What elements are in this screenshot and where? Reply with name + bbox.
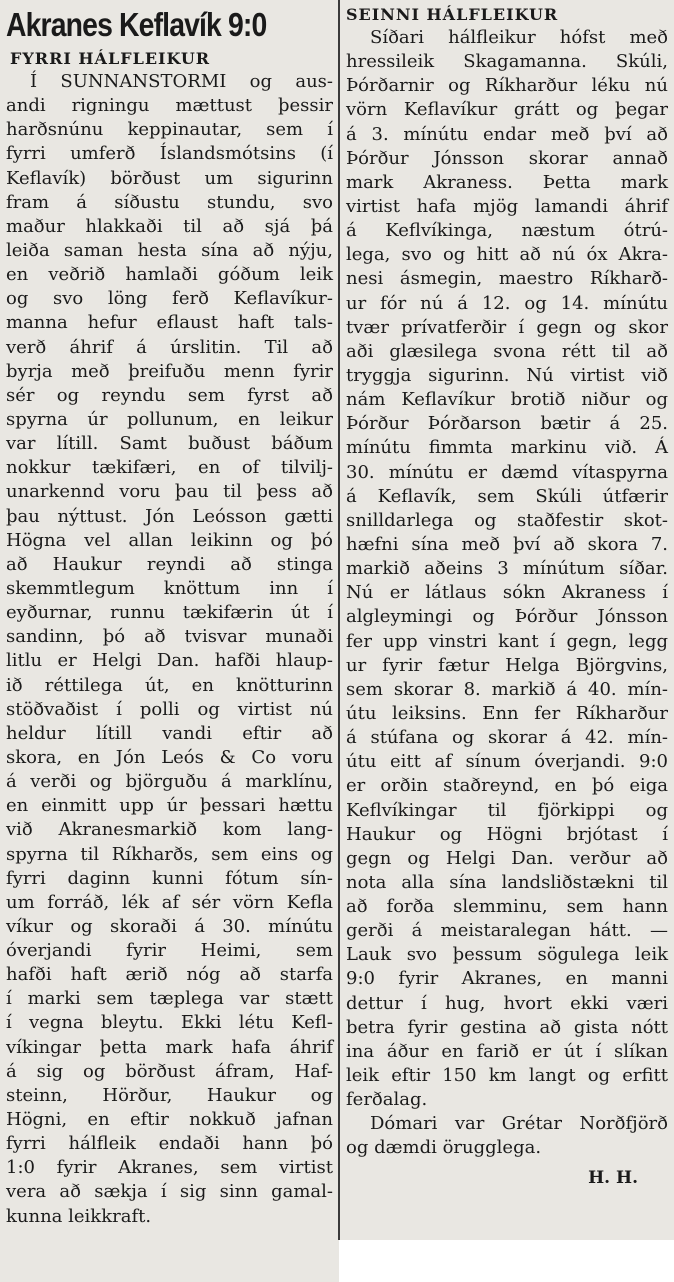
text-line: fyrri hálfleik endaði hann þó [6, 1133, 333, 1155]
text-line: þau nýttust. Jón Leósson gætti [6, 505, 333, 527]
text-line: nám Keflavíkur brotið niður og [346, 389, 668, 411]
text-line: hafði haft ærið nóg að starfa [6, 964, 333, 986]
text-line: steinn, Hörður, Haukur og [6, 1084, 333, 1106]
text-line: tvær prívatferðir í gegn og skor [346, 316, 668, 338]
text-line: Nú er látlaus sókn Akraness í [346, 582, 668, 604]
text-line: maður hlakkaði til að sjá þá [6, 215, 333, 237]
text-line: ferðalag. [346, 1089, 428, 1111]
text-line: á sig og börðust áfram, Haf- [6, 1060, 333, 1082]
text-line: mínútu fimmta markinu við. Á [346, 437, 668, 459]
text-line: tryggja sigurinn. Nú virtist við [346, 364, 668, 386]
text-line: Högni, en eftir nokkuð jafnan [6, 1109, 333, 1131]
text-line: en veðrið hamlaði góðum leik [6, 264, 333, 286]
text-line: Síðari hálfleikur hófst með [370, 27, 668, 48]
text-line: fyrri daginn kunni fótum sín- [6, 867, 333, 889]
text-line: að Haukur reyndi að stinga [6, 553, 333, 575]
headline: Akranes Keflavík 9:0 [6, 6, 267, 43]
text-line: óverjandi fyrir Heimi, sem [6, 940, 333, 962]
second-half-heading: SEINNI HÁLFLEIKUR [346, 5, 559, 24]
text-line: 1:0 fyrir Akranes, sem virtist [6, 1157, 333, 1179]
text-line: Keflavík) börðust um sigurinn [6, 167, 333, 189]
text-line: víkur og skoraði á 30. mínútu [6, 915, 333, 937]
text-line: nokkur tækifæri, en of tilvilj- [6, 457, 333, 479]
text-line: lega, svo og hitt að nú óx Akra- [346, 244, 668, 266]
text-line: unarkennd voru þau til þess að [6, 481, 333, 503]
text-line: Þórðarnir og Ríkharður léku nú [346, 75, 668, 97]
text-line: fyrri umferð Íslandsmótsins (í [6, 143, 333, 165]
text-line: útu leiksins. Enn fer Ríkharður [346, 702, 668, 724]
text-line: vörn Keflavíkur grátt og þegar [346, 99, 668, 121]
text-line: spyrna úr pollunum, en leikur [6, 408, 333, 430]
text-line: Þórður Þórðarson bætir á 25. [346, 413, 668, 435]
text-line: hæfni sína með því að skora 7. [346, 533, 668, 555]
text-line: Dómari var Grétar Norðfjörð [370, 1113, 668, 1135]
text-line: á 3. mínútu endar með því að [346, 123, 668, 145]
text-line: við Akranesmarkið kom lang- [6, 819, 333, 841]
text-line: Lauk svo þessum sögulega leik [346, 944, 668, 966]
text-line: um forráð, lék af sér vörn Kefla [6, 891, 333, 913]
text-line: andi rigningu mættust þessir [6, 95, 333, 117]
text-line: verð áhrif á úrslitin. Til að [6, 336, 333, 358]
text-line: dettur í hug, hvort ekki væri [346, 992, 668, 1014]
text-line: skora, en Jón Leós & Co voru [6, 746, 333, 768]
text-line: Högna vel allan leikinn og þó [6, 529, 333, 551]
text-line: sandinn, þó að tvisvar munaði [6, 626, 333, 648]
text-line: Keflvíkingar til fjörkippi og [346, 799, 668, 821]
text-line: á Keflvíkinga, næstum ótrú- [346, 220, 668, 242]
text-line: í marki sem tæplega var stætt [6, 988, 333, 1010]
text-line: er orðin staðreynd, en þó eiga [346, 775, 668, 797]
text-line: í vegna bleytu. Ekki létu Kefl- [6, 1012, 333, 1034]
text-line: sem skorar 8. markið á 40. mín- [346, 678, 668, 700]
text-line: Í SUNNANSTORMI og aus- [30, 71, 333, 92]
signature: H. H. [588, 1167, 638, 1188]
text-line: útu eitt af sínum óverjandi. 9:0 [346, 751, 668, 773]
text-line: Haukur og Högni brjótast í [346, 823, 668, 845]
text-line: gerði á meistaralegan hátt. — [346, 920, 668, 942]
text-line: betra fyrir gestina að gista nótt [346, 1016, 668, 1038]
text-line: nesi ásmegin, maestro Ríkharð- [346, 268, 668, 290]
text-line: víkingar þetta mark hafa áhrif [6, 1036, 333, 1058]
text-line: á Keflavík, sem Skúli útfærir [346, 485, 668, 507]
text-line: leiða saman hesta sína að nýju, [6, 239, 333, 261]
text-line: 30. mínútu er dæmd vítaspyrna [346, 461, 668, 483]
text-line: markið aðeins 3 mínútum síðar. [346, 558, 668, 580]
text-line: á verði og björguðu á marklínu, [6, 771, 333, 793]
text-line: ina áður en farið er út í slíkan [346, 1040, 668, 1062]
text-line: stöðvaðist í polli og virtist nú [6, 698, 333, 720]
text-line: ur fór nú á 12. og 14. mínútu [346, 292, 668, 314]
text-line: heldur lítill vandi eftir að [6, 722, 333, 744]
text-line: og dæmdi örugglega. [346, 1137, 542, 1159]
text-line: og svo löng ferð Keflavíkur- [6, 288, 333, 310]
text-line: fram á síðustu stundu, svo [6, 191, 333, 213]
text-line: ið réttilega út, en knötturinn [6, 674, 333, 696]
text-line: fer upp vinstri kant í gegn, legg [346, 630, 668, 652]
text-line: leik eftir 150 km langt og erfitt [346, 1065, 668, 1087]
text-line: sér og reyndu sem fyrst að [6, 384, 333, 406]
first-half-heading: FYRRI HÁLFLEIKUR [10, 49, 211, 68]
text-line: spyrna til Ríkharðs, sem eins og [6, 843, 333, 865]
text-line: manna hefur eflaust haft tals- [6, 312, 333, 334]
text-line: byrja með þreifuðu menn fyrir [6, 360, 333, 382]
text-line: eyðurnar, runnu tækifærin út í [6, 602, 333, 624]
right-column [340, 0, 674, 1240]
text-line: gegn og Helgi Dan. verður að [346, 847, 668, 869]
text-line: vera að sækja í sig sinn gamal- [6, 1181, 333, 1203]
text-line: var lítill. Samt buðust báðum [6, 433, 333, 455]
text-line: að forða slemminu, sem hann [346, 896, 668, 918]
text-line: kunna leikkraft. [6, 1205, 152, 1227]
text-line: skemmtlegum knöttum inn í [6, 577, 333, 599]
text-line: algleymingi og Þórður Jónsson [346, 606, 668, 628]
text-line: mark Akraness. Þetta mark [346, 171, 668, 193]
text-line: virtist hafa mjög lamandi áhrif [346, 195, 668, 217]
text-line: snilldarlega og staðfestir skot- [346, 509, 668, 531]
text-line: aði glæsilega svona rétt til að [346, 340, 668, 362]
text-line: 9:0 fyrir Akranes, en manni [346, 968, 668, 990]
text-line: harðsnúnu keppinautar, sem í [6, 119, 333, 141]
text-line: hressileik Skagamanna. Skúli, [346, 51, 668, 73]
second-half-body [346, 26, 668, 1161]
first-half-body [6, 70, 333, 1229]
text-line: á stúfana og skorar á 42. mín- [346, 727, 668, 749]
text-line: en einmitt upp úr þessari hættu [6, 795, 333, 817]
text-line: litlu er Helgi Dan. hafði hlaup- [6, 650, 333, 672]
text-line: nota alla sína landsliðstækni til [346, 871, 668, 893]
text-line: Þórður Jónsson skorar annað [346, 147, 668, 169]
text-line: ur fyrir fætur Helga Björgvins, [346, 654, 668, 676]
